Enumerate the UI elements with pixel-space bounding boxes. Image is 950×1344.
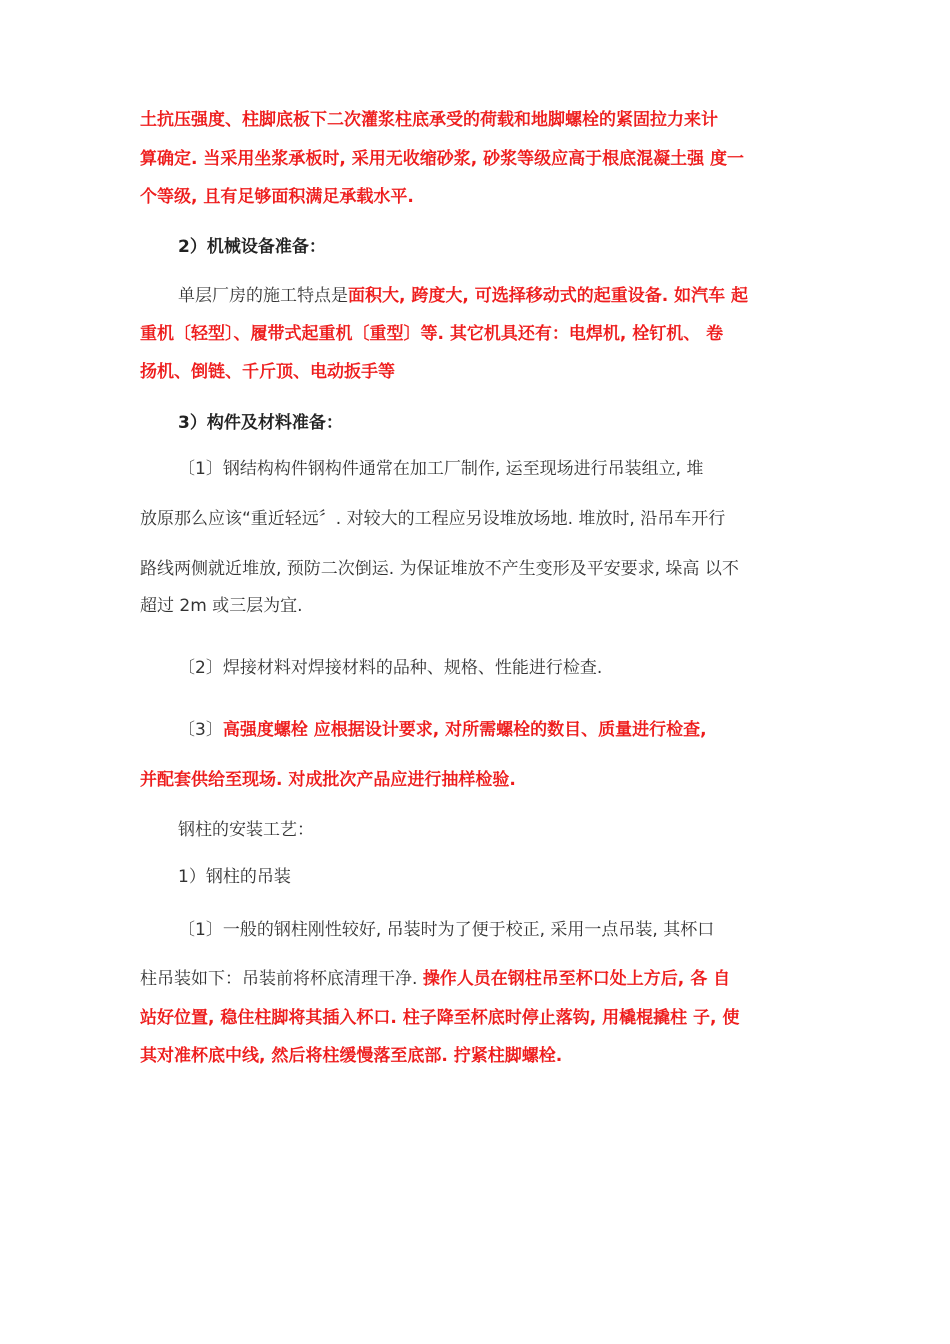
paragraph-line: 〔1〕钢结构构件钢构件通常在加工厂制作, 运至现场进行吊装组立, 堆	[178, 459, 704, 479]
install-intro-text: 柱吊装如下：吊装前将杯底清理干净.	[140, 969, 423, 989]
install-emphasis-text: 操作人员在钢柱吊至杯口处上方后, 各 自	[422, 969, 731, 989]
paragraph-line: 路线两侧就近堆放, 预防二次倒运. 为保证堆放不产生变形及平安要求, 垛高 以不	[140, 559, 739, 579]
paragraph-line	[178, 284, 830, 308]
paragraph-line: 放原那么应该“重近轻远〞. 对较大的工程应另设堆放场地. 堆放时, 沿吊车开行	[140, 509, 726, 529]
paragraph-line: 超过 2m 或三层为宜.	[140, 596, 303, 616]
paragraph-line	[178, 718, 830, 742]
paragraph-line: 其对准杯底中线, 然后将柱缓慢落至底部. 拧紧柱脚螺栓.	[140, 1046, 563, 1066]
paragraph-line: 〔2〕焊接材料对焊接材料的品种、规格、性能进行检查.	[178, 658, 603, 678]
paragraph-line: 扬机、倒链、千斤顶、电动扳手等	[140, 362, 395, 382]
paragraph-line: 〔1〕一般的钢柱刚性较好, 吊装时为了便于校正, 采用一点吊装, 其杯口	[178, 920, 715, 940]
paragraph-line: 站好位置, 稳住柱脚将其插入杯口. 柱子降至杯底时停止落钩, 用橇棍撬柱 子, 使	[140, 1008, 740, 1028]
paragraph-line: 并配套供给至现场. 对成批次产品应进行抽样检验.	[140, 770, 516, 790]
paragraph-line: 土抗压强度、柱脚底板下二次灌浆柱底承受的荷载和地脚螺栓的紧固拉力来计	[140, 110, 718, 130]
machinery-emphasis-text: 面积大, 跨度大, 可选择移动式的起重设备. 如汽车 起	[348, 286, 749, 306]
paragraph-line	[140, 967, 830, 991]
machinery-intro-text: 单层厂房的施工特点是	[178, 286, 348, 306]
subsection-title: 1）钢柱的吊装	[178, 867, 291, 887]
item-number: 〔3〕	[178, 720, 223, 740]
bolt-emphasis-text: 高强度螺栓 应根据设计要求, 对所需螺栓的数目、质量进行检查,	[222, 720, 707, 740]
section-title: 钢柱的安装工艺：	[178, 820, 314, 840]
paragraph-line: 个等级, 且有足够面积满足承载水平.	[140, 187, 414, 207]
section-heading: 2）机械设备准备：	[178, 237, 326, 257]
paragraph-line: 算确定. 当采用坐浆承板时, 采用无收缩砂浆, 砂浆等级应高于根底混凝土强 度一	[140, 149, 745, 169]
paragraph-line: 重机〔轻型〕、履带式起重机〔重型〕等. 其它机具还有：电焊机, 栓钉机、 卷	[140, 324, 724, 344]
section-heading: 3）构件及材料准备：	[178, 413, 343, 433]
